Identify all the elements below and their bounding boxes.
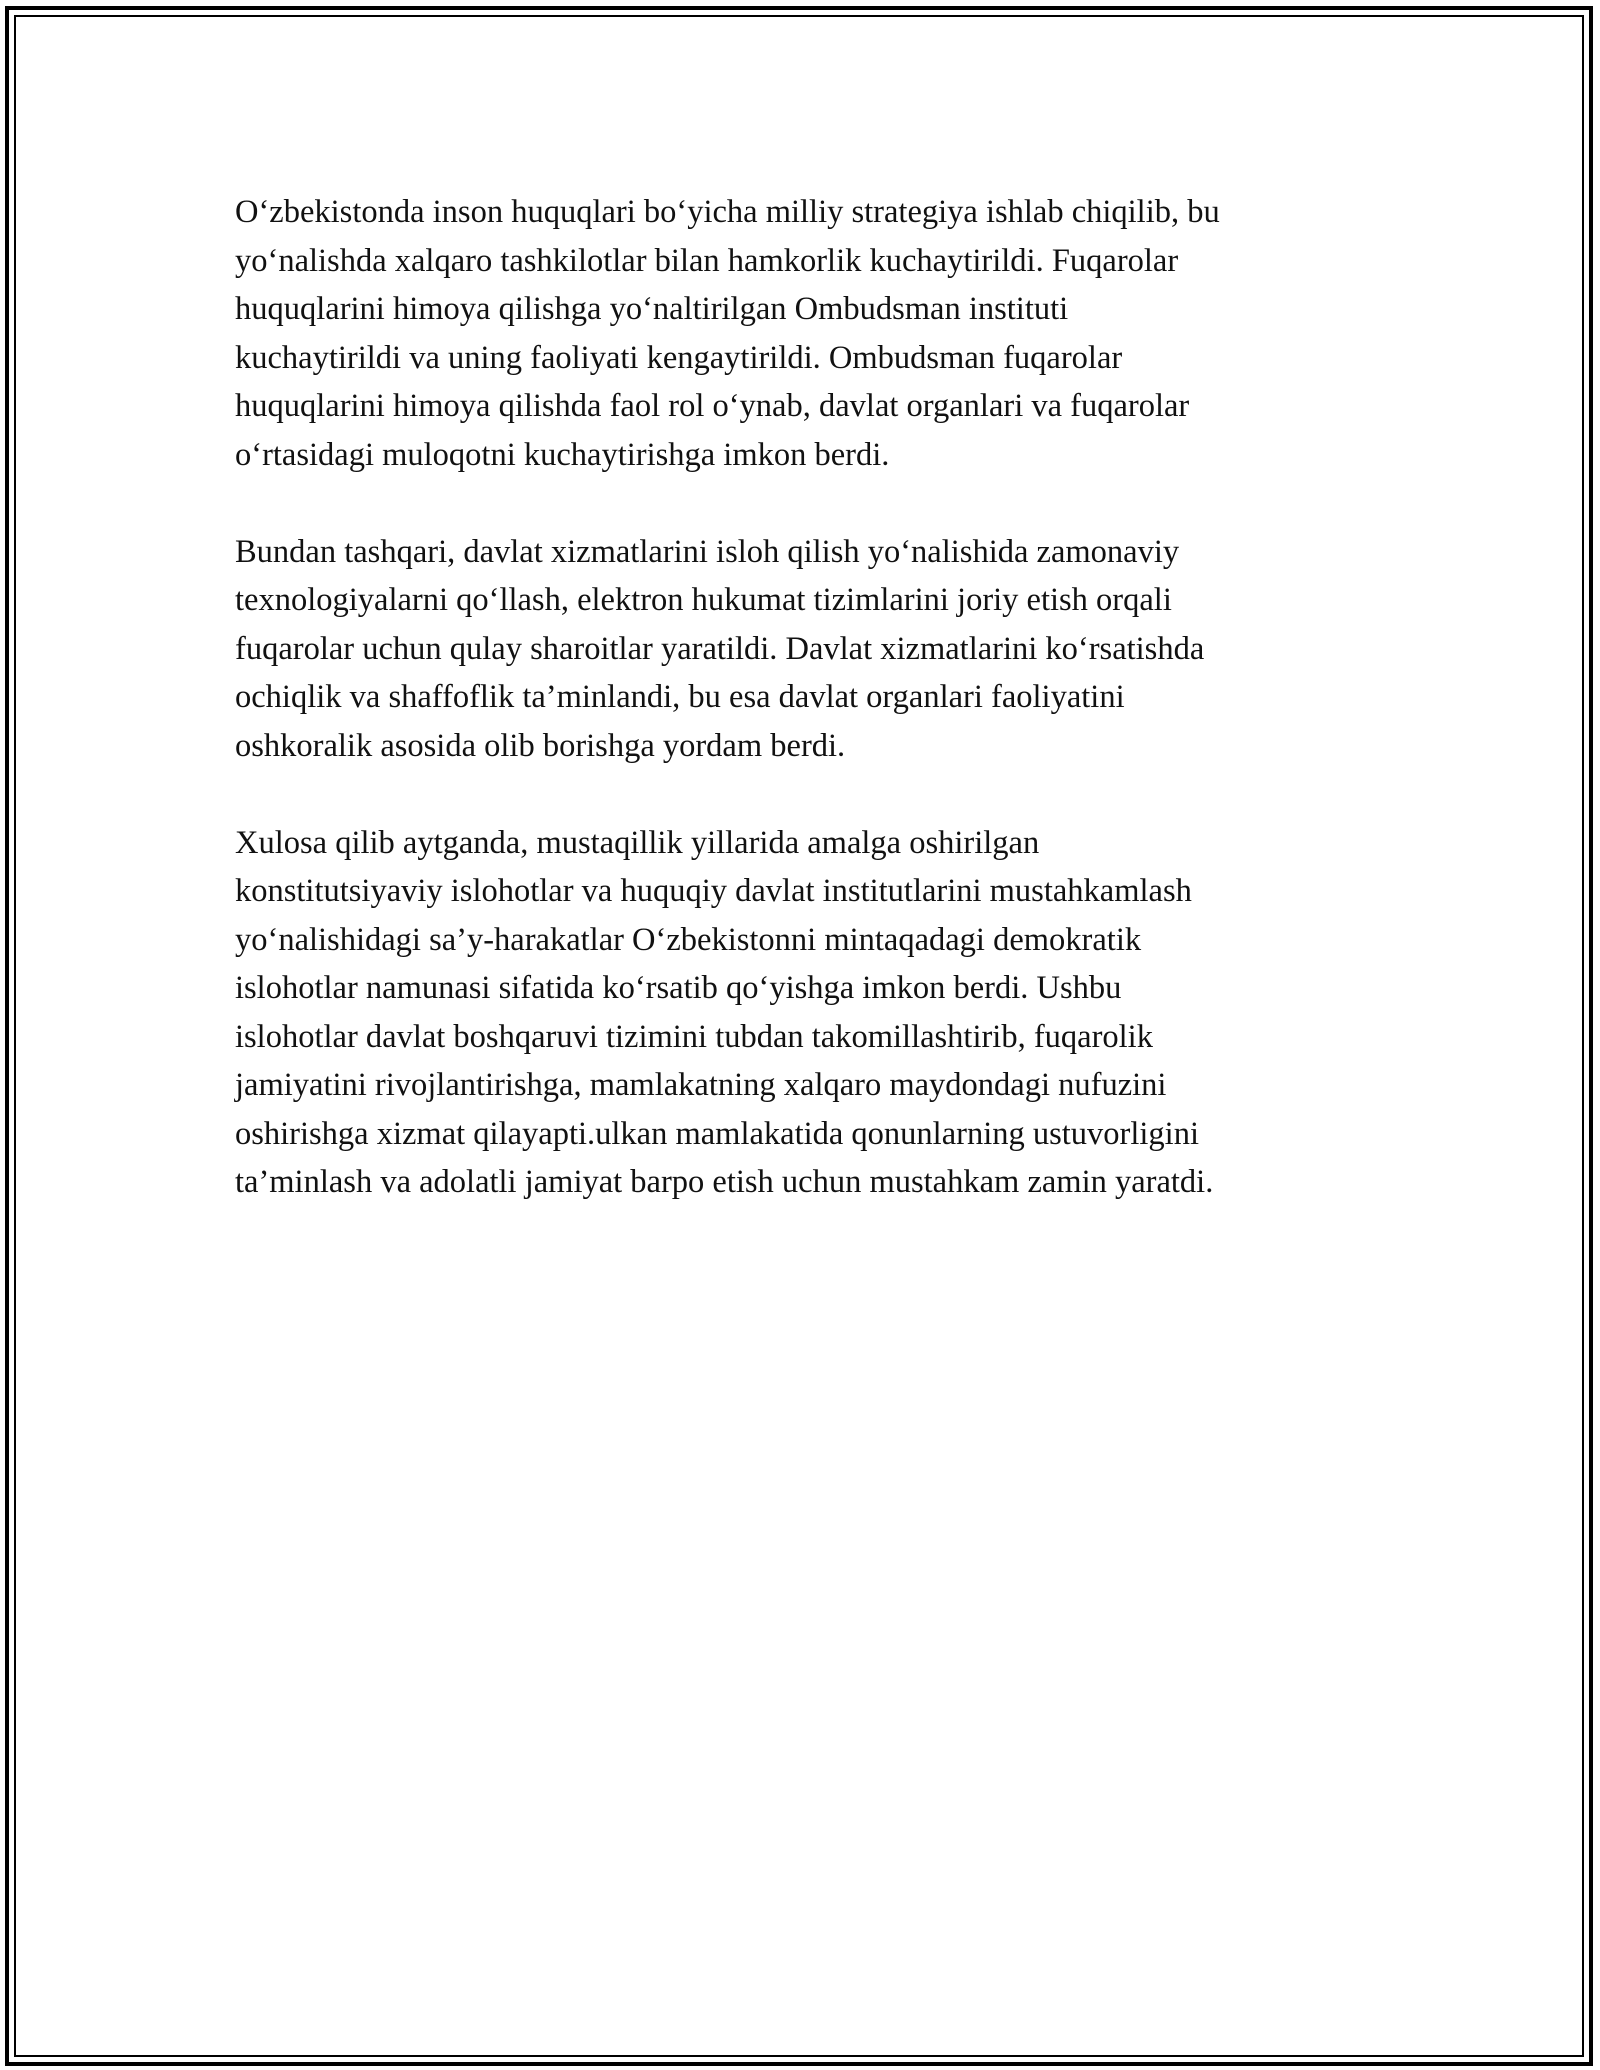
- text-line: kuchaytirildi va uning faoliyati kengaytirildi. Ombudsman fuqarolar: [235, 339, 1123, 376]
- text-line: oshkoralik asosida olib borishga yordam berdi.: [235, 727, 846, 764]
- paragraph-conclusion: [235, 819, 1365, 1207]
- text-line: yo‘nalishda xalqaro tashkilotlar bilan hamkorlik kuchaytirildi. Fuqarolar: [235, 242, 1179, 279]
- text-line: ta’minlash va adolatli jamiyat barpo etish uchun mustahkam zamin yaratdi.: [235, 1164, 1214, 1200]
- text-line: o‘rtasidagi muloqotni kuchaytirishga imkon berdi.: [235, 436, 890, 473]
- text-line: Xulosa qilib aytganda, mustaqillik yillarida amalga oshirilgan: [235, 824, 1040, 861]
- text-line: O‘zbekistonda inson huquqlari bo‘yicha milliy strategiya ishlab chiqilib, bu: [235, 194, 1220, 230]
- text-line: huquqlarini himoya qilishda faol rol o‘ynab, davlat organlari va fuqarolar: [235, 388, 1190, 424]
- text-line: yo‘nalishidagi sa’y-harakatlar O‘zbekistonni mintaqadagi demokratik: [235, 921, 1142, 958]
- text-line: fuqarolar uchun qulay sharoitlar yaratildi. Davlat xizmatlarini ko‘rsatishda: [235, 630, 1205, 667]
- text-line: konstitutsiyaviy islohotlar va huquqiy davlat institutlarini mustahkamlash: [235, 873, 1192, 909]
- text-line: islohotlar davlat boshqaruvi tizimini tubdan takomillashtirib, fuqarolik: [235, 1018, 1153, 1055]
- text-line: jamiyatini rivojlantirishga, mamlakatning xalqaro maydondagi nufuzini: [235, 1067, 1167, 1103]
- text-line: oshirishga xizmat qilayapti.ulkan mamlakatida qonunlarning ustuvorligini: [235, 1115, 1199, 1152]
- text-line: texnologiyalarni qo‘llash, elektron hukumat tizimlarini joriy etish orqali: [235, 582, 1172, 618]
- text-line: huquqlarini himoya qilishga yo‘naltirilgan Ombudsman instituti: [235, 291, 1069, 327]
- text-line: Bundan tashqari, davlat xizmatlarini isloh qilish yo‘nalishida zamonaviy: [235, 533, 1180, 570]
- paragraph-human-rights: [235, 188, 1365, 479]
- paragraph-public-services: [235, 528, 1365, 771]
- text-line: ochiqlik va shaffoflik ta’minlandi, bu esa davlat organlari faoliyatini: [235, 679, 1125, 715]
- text-line: islohotlar namunasi sifatida ko‘rsatib qo‘yishga imkon berdi. Ushbu: [235, 970, 1122, 1006]
- document-body: [235, 188, 1365, 1255]
